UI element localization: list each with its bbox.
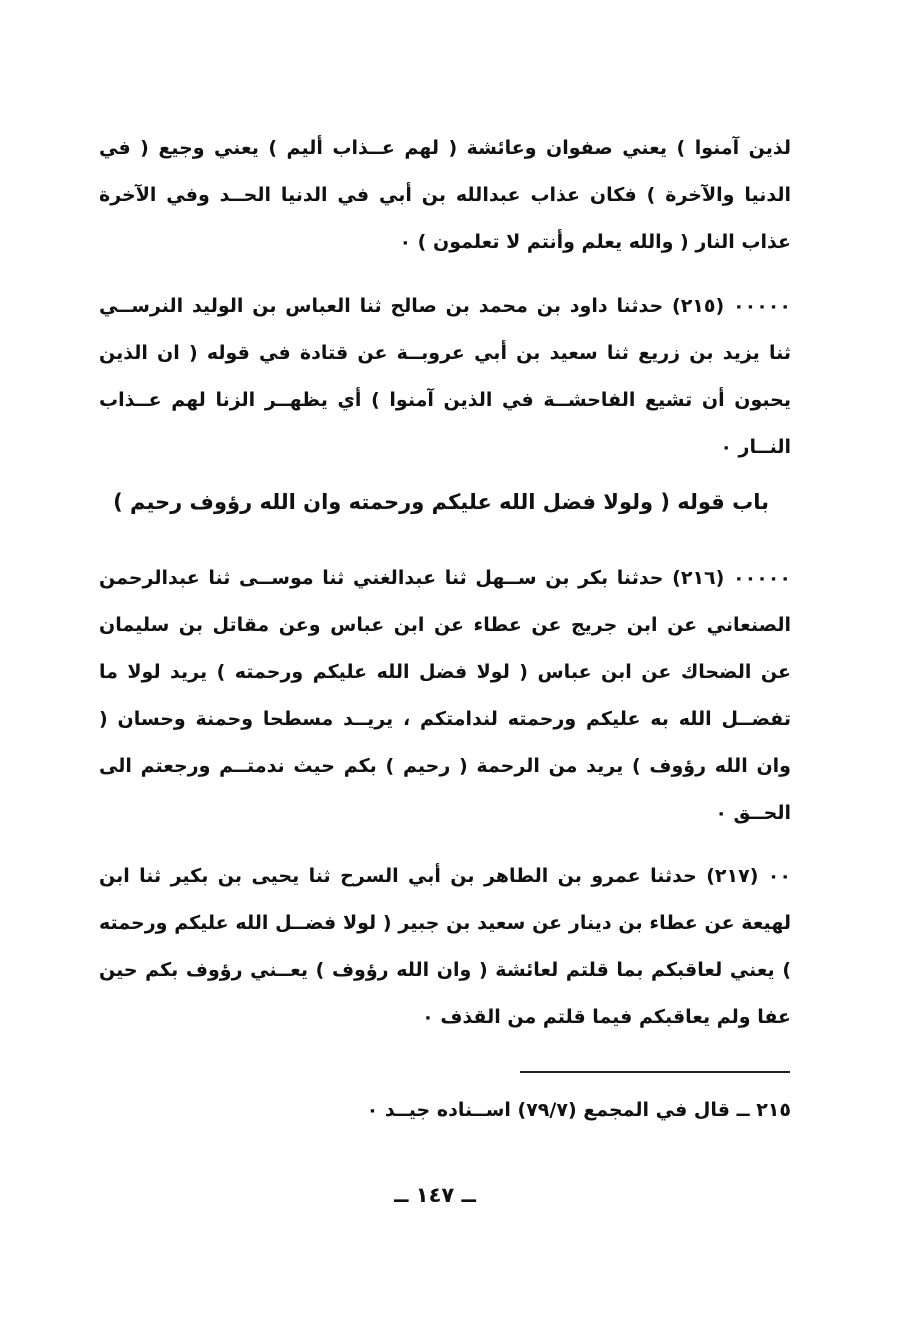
paragraph-text: لذين آمنوا ) يعني صفوان وعائشة ( لهم عــذاب أليم ) يعني وجيع ( في الدنيا والآخرة ) فكان عذاب عبدالله بن أبي في الدنيا الحــد وفي الآخرة عذاب النار ( والله يعلم وأنتم لا تعلمون ) ٠ — [99, 137, 791, 253]
chapter-heading: باب قوله ( ولولا فضل الله عليكم ورحمته وان الله رؤوف رحيم ) — [113, 490, 769, 514]
footnote-divider — [520, 1071, 790, 1073]
paragraph-text: ٠٠٠٠٠ (٢١٥) حدثنا داود بن محمد بن صالح ثنا العباس بن الوليد النرســي ثنا يزيد بن زريع ثنا سعيد بن أبي عروبــة عن قتادة في قوله ( ان الذين يحبون أن تشيع الفاحشــة في الذين آمنوا ) أي يظهــر الزنا لهم عــذاب النــار ٠ — [99, 295, 791, 458]
paragraph-continuation — [99, 125, 791, 266]
paragraph-text: ٠٠٠٠٠ (٢١٦) حدثنا بكر بن ســهل ثنا عبدالغني ثنا موســى ثنا عبدالرحمن الصنعاني عن ابن جريج عن عطاء عن ابن عباس وعن مقاتل بن سليمان عن الضحاك عن ابن عباس ( لولا فضل الله عليكم ورحمته ) يريد لولا ما تفضــل الله به عليكم ورحمته لندامتكم ، يريــد مسطحا وحمنة وحسان ( وان الله رؤوف ) يريد من الرحمة ( رحيم ) بكم حيث ندمتــم ورجعتم الى الحــق ٠ — [99, 567, 791, 824]
paragraph-hadith-216 — [99, 555, 791, 837]
page-number: ــ ١٤٧ ــ — [394, 1183, 476, 1207]
paragraph-hadith-217 — [99, 853, 791, 1041]
paragraph-text: ٠٠ (٢١٧) حدثنا عمرو بن الطاهر بن أبي السرح ثنا يحيى بن بكير ثنا ابن لهيعة عن عطاء بن دينار عن سعيد بن جبير ( لولا فضــل الله عليكم ورحمته ) يعني لعاقبكم بما قلتم لعائشة ( وان الله رؤوف ) يعــني رؤوف بكم حين عفا ولم يعاقبكم فيما قلتم من القذف ٠ — [99, 865, 791, 1028]
footnote: ٢١٥ ــ قال في المجمع (٧٩/٧) اســناده جيــد ٠ — [366, 1099, 791, 1121]
paragraph-hadith-215 — [99, 283, 791, 471]
